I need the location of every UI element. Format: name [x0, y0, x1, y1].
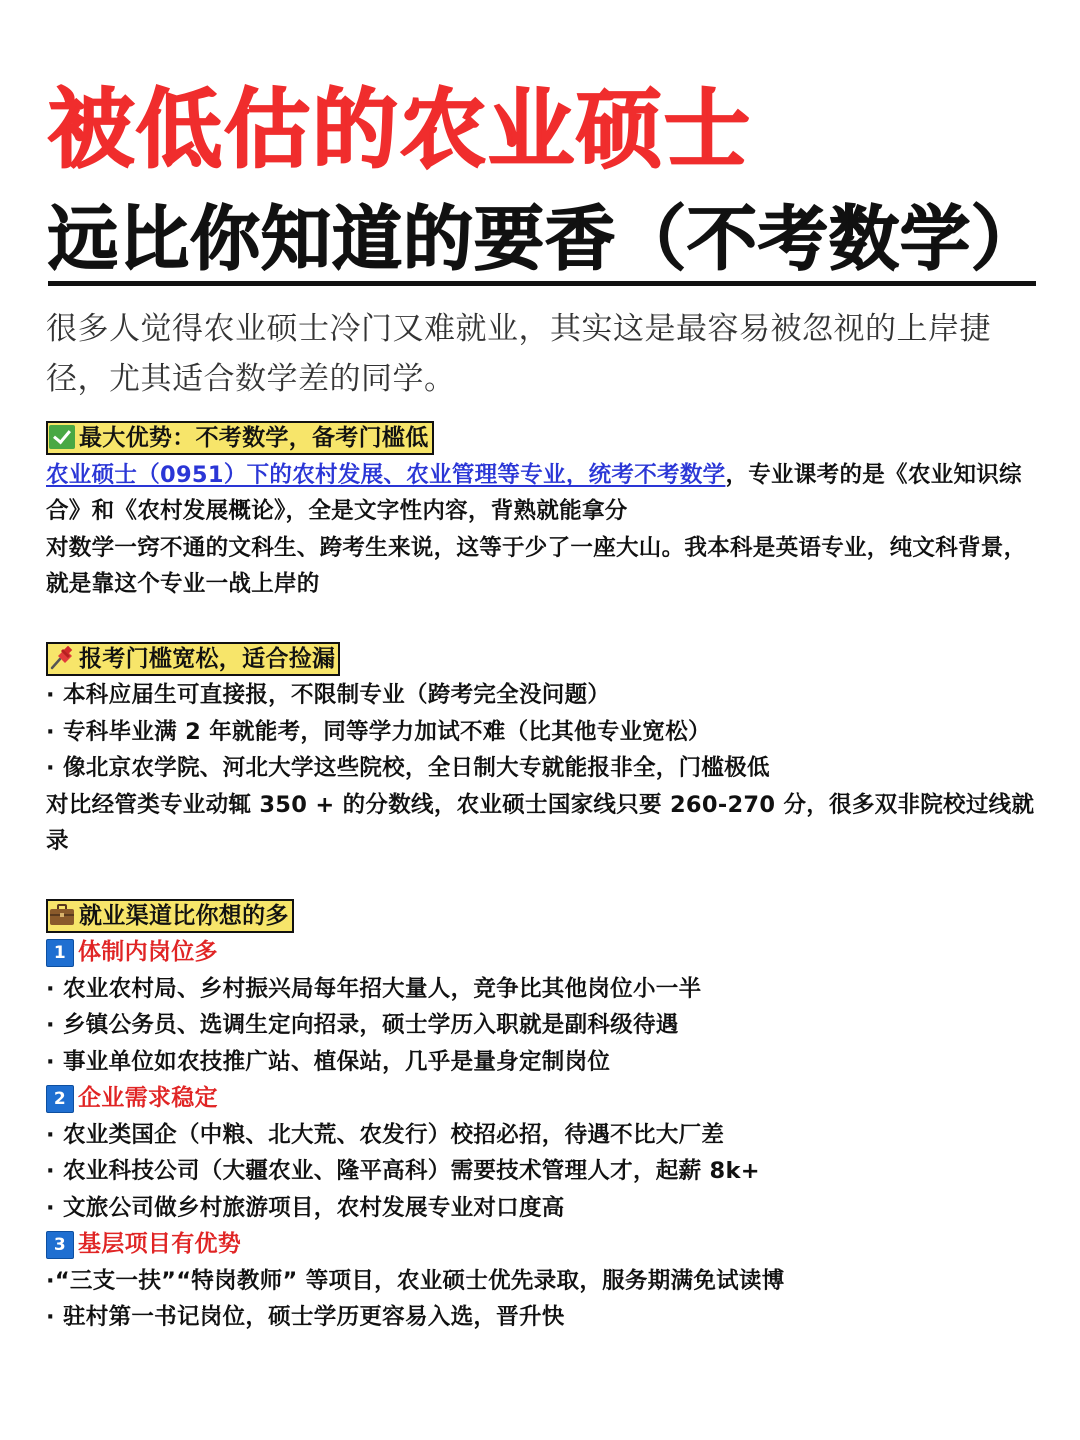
section-threshold-heading	[46, 642, 340, 676]
employment-group-title-text: 企业需求稳定	[78, 1085, 218, 1111]
employment-group-1	[46, 934, 1040, 1080]
section-employment	[46, 896, 1040, 1336]
article-body	[46, 418, 1040, 1336]
intro-paragraph: 很多人觉得农业硕士冷门又难就业，其实这是最容易被忽视的上岸捷径，尤其适合数学差的同学。	[46, 311, 991, 397]
sub-title: 远比你知道的要香（不考数学）	[48, 198, 1042, 280]
list-item: · 专科毕业满 2 年就能考，同等学力加试不难（比其他专业宽松）	[46, 718, 711, 745]
employment-group-title-text: 体制内岗位多	[78, 939, 218, 965]
number-2-icon: 2	[46, 1085, 74, 1113]
employment-group-title	[46, 1080, 1040, 1117]
employment-group-2	[46, 1080, 1040, 1226]
list-item: · 乡镇公务员、选调生定向招录，硕士学历入职就是副科级待遇	[46, 1012, 679, 1038]
section-advantage-paragraph-1	[46, 457, 1040, 530]
check-mark-icon	[49, 425, 75, 449]
title-underline	[48, 281, 1036, 286]
list-item: · 驻村第一书记岗位，硕士学历更容易入选，晋升快	[46, 1304, 565, 1330]
spacer	[46, 603, 1040, 639]
number-1-icon: 1	[46, 939, 74, 967]
employment-group-title	[46, 1226, 1040, 1263]
list-item: · 农业类国企（中粮、北大荒、农发行）校招必招，待遇不比大厂差	[46, 1121, 725, 1148]
section-advantage-paragraph-2: 对数学一窍不通的文科生、跨考生来说，这等于少了一座大山。我本科是英语专业，纯文科背景，就是靠这个专业一战上岸的	[46, 534, 1027, 597]
section-employment-heading-text: 就业渠道比你想的多	[79, 902, 289, 929]
list-item: · 像北京农学院、河北大学这些院校，全日制大专就能报非全，门槛极低	[46, 755, 770, 781]
section-advantage-heading-text: 最大优势：不考数学，备考门槛低	[79, 425, 429, 451]
list-item: ·“三支一扶”“特岗教师” 等项目，农业硕士优先录取，服务期满免试读博	[46, 1267, 785, 1294]
list-item: · 文旅公司做乡村旅游项目，农村发展专业对口度高	[46, 1194, 565, 1221]
list-item: · 农业农村局、乡村振兴局每年招大量人，竞争比其他岗位小一半	[46, 975, 702, 1002]
pushpin-icon	[49, 646, 75, 670]
spacer	[46, 860, 1040, 896]
section-threshold	[46, 639, 1040, 860]
section-advantage-heading	[46, 421, 434, 455]
section-threshold-summary: 对比经管类专业动辄 350 + 的分数线，农业硕士国家线只要 260-270 分，很多双非院校过线就录	[46, 791, 1035, 854]
list-item: · 农业科技公司（大疆农业、隆平高科）需要技术管理人才，起薪 8k+	[46, 1158, 760, 1184]
section-threshold-heading-text: 报考门槛宽松，适合捡漏	[79, 645, 336, 672]
main-title: 被低估的农业硕士	[48, 80, 752, 180]
list-item: · 本科应届生可直接报，不限制专业（跨考完全没问题）	[46, 682, 611, 708]
list-item: · 事业单位如农技推广站、植保站，几乎是量身定制岗位	[46, 1048, 611, 1075]
section-advantage	[46, 418, 1040, 603]
number-3-icon: 3	[46, 1231, 74, 1259]
section-advantage-paragraph-1-rest: ，专业课考的是《农业知识综合》和《农村发展概论》，全是文字性内容，背熟就能拿分	[46, 461, 1022, 524]
section-employment-heading	[46, 899, 294, 933]
employment-group-title	[46, 934, 1040, 971]
employment-group-title-text: 基层项目有优势	[78, 1231, 242, 1257]
employment-group-3	[46, 1226, 1040, 1336]
briefcase-icon	[49, 903, 75, 927]
program-link[interactable]: 农业硕士（0951）下的农村发展、农业管理等专业，统考不考数学	[46, 461, 726, 488]
